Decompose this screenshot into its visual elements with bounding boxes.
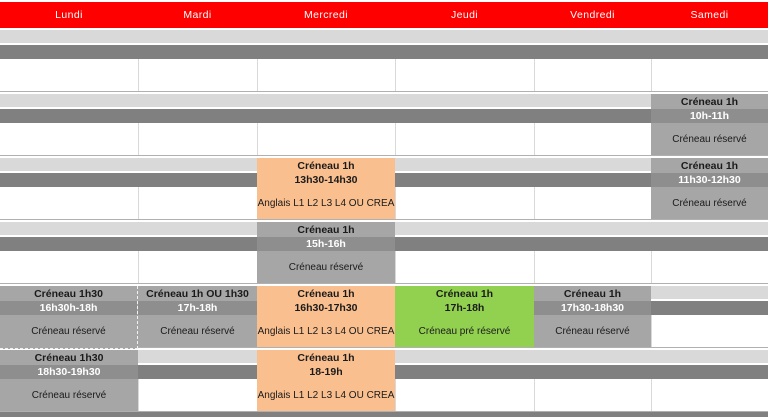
event-time: 13h30-14h30	[294, 174, 358, 186]
event-title: Créneau 1h	[563, 287, 622, 300]
event-jeudi-17h-18h[interactable]	[395, 286, 534, 347]
event-desc: Créneau réservé	[672, 197, 747, 209]
empty-slot	[257, 59, 395, 91]
empty-slot	[651, 379, 768, 411]
timeband-light	[0, 30, 768, 43]
empty-slot	[651, 59, 768, 91]
event-title: Créneau 1h	[680, 159, 739, 172]
event-time: 17h-18h	[444, 302, 485, 314]
empty-slot	[651, 251, 768, 283]
empty-slot	[257, 123, 395, 155]
event-lundi-16h30-18h[interactable]	[0, 286, 138, 349]
event-desc: Anglais L1 L2 L3 L4 OU CREA	[257, 389, 395, 401]
event-time: 16h30h-18h	[0, 301, 137, 315]
event-title: Créneau 1h	[297, 159, 355, 172]
day-header-samedi: Samedi	[690, 9, 729, 21]
event-mercredi-16h30-17h30[interactable]	[257, 286, 395, 347]
empty-slot	[395, 123, 534, 155]
event-title: Créneau 1h	[297, 287, 355, 300]
event-title: Créneau 1h OU 1h30	[146, 287, 249, 300]
empty-slot	[534, 187, 651, 219]
day-header-jeudi: Jeudi	[450, 9, 479, 21]
event-mercredi-15h-16h[interactable]	[257, 222, 395, 283]
event-samedi-10h-11h[interactable]	[651, 94, 768, 155]
event-title: Créneau 1h	[680, 95, 739, 108]
timeband-white	[0, 59, 768, 91]
event-desc: Créneau réservé	[288, 261, 364, 273]
event-lundi-18h30-19h30[interactable]	[0, 350, 138, 411]
event-desc: Créneau réservé	[31, 326, 106, 337]
empty-slot	[395, 251, 534, 283]
event-mercredi-18-19h[interactable]	[257, 350, 395, 411]
empty-slot	[0, 251, 138, 283]
event-title: Créneau 1h	[297, 223, 355, 236]
empty-slot	[651, 315, 768, 347]
event-desc: Créneau pré réservé	[418, 325, 511, 337]
bottom-cutoff-band	[0, 412, 768, 417]
event-desc: Créneau réservé	[160, 325, 235, 337]
event-samedi-11h30-12h30[interactable]	[651, 158, 768, 219]
event-time: 16h30-17h30	[294, 302, 358, 314]
event-time: 11h30-12h30	[651, 173, 768, 187]
empty-slot	[138, 59, 257, 91]
empty-slot	[0, 59, 138, 91]
event-desc: Créneau réservé	[555, 325, 630, 337]
event-title: Créneau 1h30	[34, 351, 104, 364]
event-mercredi-13h30-14h30[interactable]	[257, 158, 395, 219]
event-time: 17h30-18h30	[534, 301, 651, 315]
empty-slot	[534, 123, 651, 155]
event-time: 15h-16h	[257, 237, 395, 251]
schedule-row-1	[0, 28, 768, 92]
event-time: 17h-18h	[138, 301, 257, 315]
event-desc: Créneau réservé	[672, 133, 747, 145]
event-title: Créneau 1h	[297, 351, 355, 364]
day-header-row	[0, 2, 768, 28]
empty-slot	[395, 187, 534, 219]
empty-slot	[395, 59, 534, 91]
timeband-dark	[0, 45, 768, 59]
empty-slot	[138, 123, 257, 155]
event-desc: Anglais L1 L2 L3 L4 OU CREA	[257, 325, 395, 337]
event-desc: Créneau réservé	[31, 389, 107, 401]
empty-slot	[534, 59, 651, 91]
empty-slot	[138, 187, 257, 219]
day-header-mardi: Mardi	[183, 9, 212, 21]
event-time: 10h-11h	[651, 109, 768, 123]
empty-slot	[0, 123, 138, 155]
event-title: Créneau 1h30	[34, 287, 103, 300]
event-title: Créneau 1h	[435, 287, 494, 300]
day-header-mercredi: Mercredi	[303, 9, 349, 21]
event-time: 18-19h	[309, 366, 343, 378]
empty-slot	[534, 251, 651, 283]
empty-slot	[138, 379, 257, 411]
event-mardi-17h-18h[interactable]	[138, 286, 257, 347]
day-header-lundi: Lundi	[55, 9, 83, 21]
empty-slot	[138, 251, 257, 283]
empty-slot	[534, 379, 651, 411]
day-header-vendredi: Vendredi	[570, 9, 615, 21]
event-desc: Anglais L1 L2 L3 L4 OU CREA	[257, 197, 395, 209]
empty-slot	[0, 187, 138, 219]
event-vendredi-17h30-18h30[interactable]	[534, 286, 651, 347]
event-time: 18h30-19h30	[0, 365, 138, 379]
empty-slot	[395, 379, 534, 411]
